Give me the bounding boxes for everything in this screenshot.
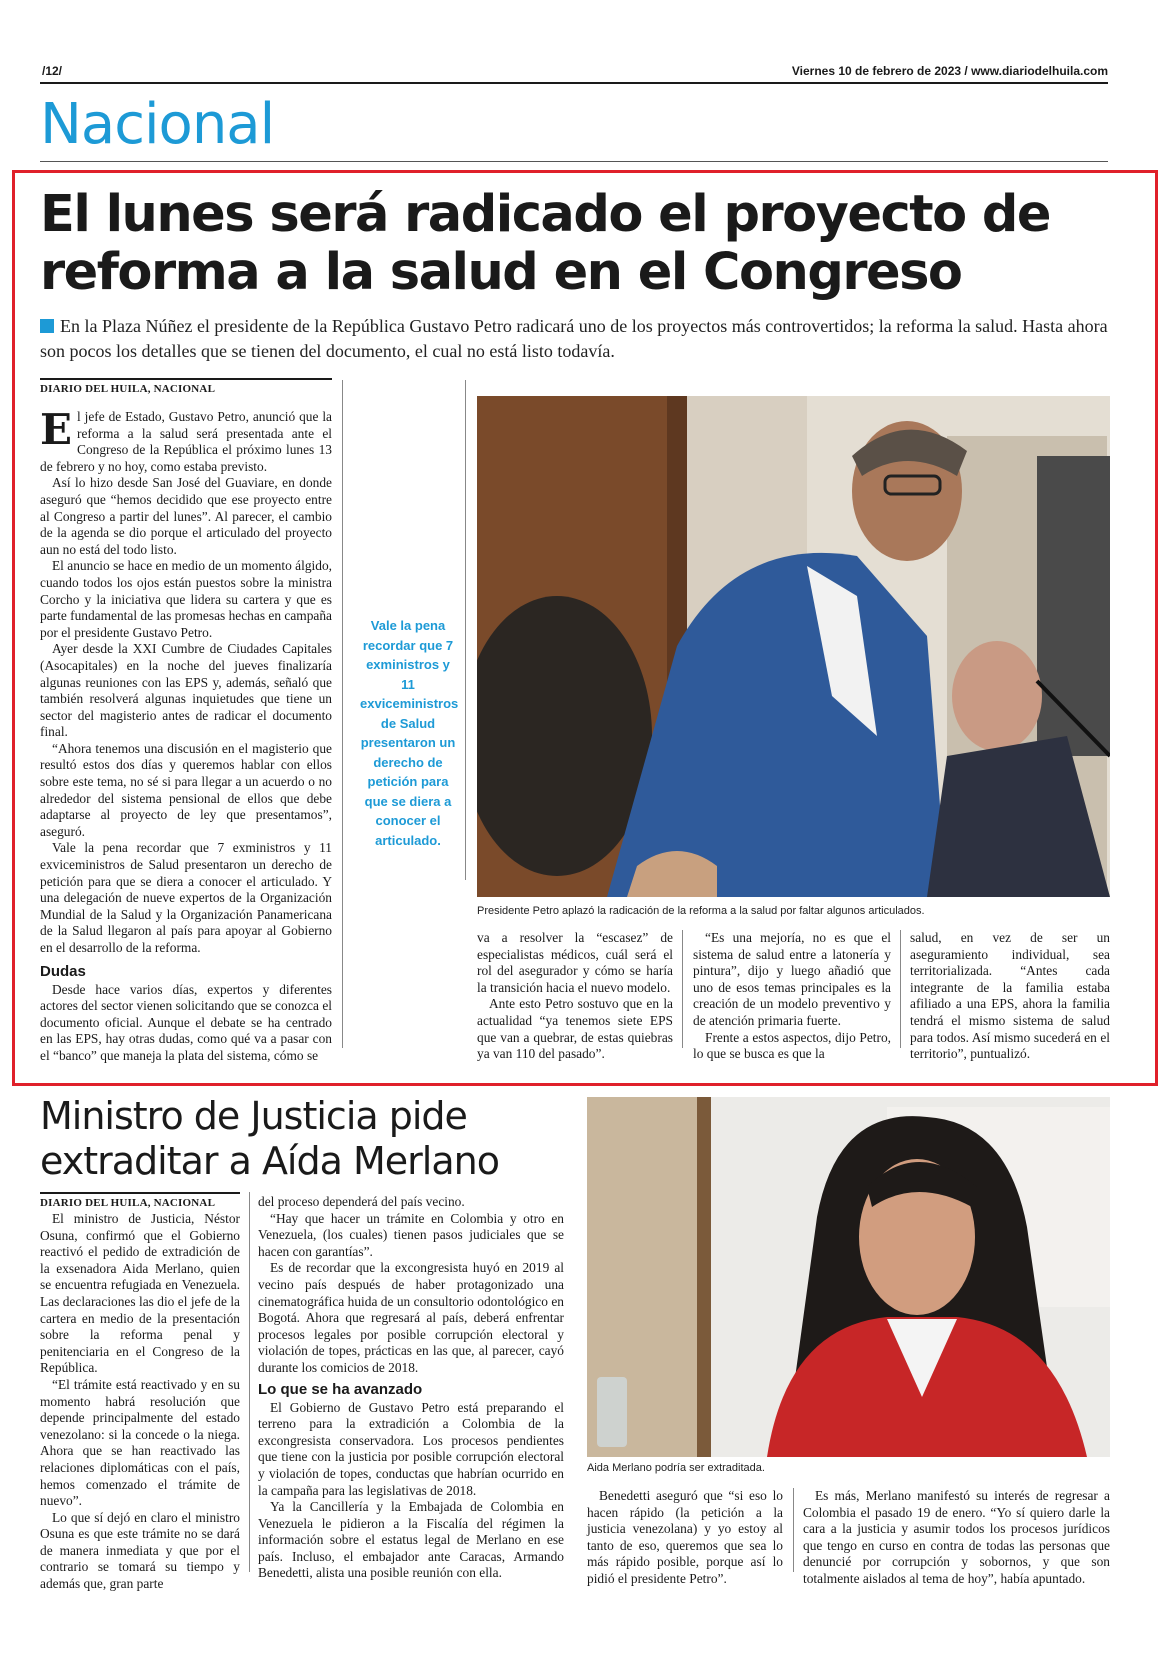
paragraph: va a resolver la “escasez” de especialistas médicos, cuál será el rol del asegurador y cómo se haría la transición hacia el nuevo modelo. [477, 930, 673, 995]
paragraph: Vale la pena recordar que 7 exministros y 11 exviceministros de Salud presentaron un derecho de petición para que se diera a conocer el articulado. Y una delegación de nueve expertos de la Organización Mundial de la Salud y la Organización Panamericana de la Salud llegaron al país para apoyar al Gobierno en el desarrollo de la reforma. [40, 840, 332, 955]
paragraph: Ayer desde la XXI Cumbre de Ciudades Capitales (Asocapitales) en la noche del jueves finalizaría algunas reuniones con las EPS y, además, señaló que también resolverá algunas inquietudes que tiene un sector del magisterio antes de radicar el documento final. [40, 641, 332, 740]
photo-caption: Presidente Petro aplazó la radicación de la reforma a la salud por faltar algunos articulados. [477, 905, 925, 917]
paragraph-text: l jefe de Estado, Gustavo Petro, anunció que la reforma a la salud será presentada ante el Congreso de la República el próximo lunes 13 de febrero y no hoy, como estaba previsto. [40, 409, 332, 474]
paragraph: Así lo hizo desde San José del Guaviare, en donde aseguró que “hemos decidido que ese proyecto entre al Congreso a partir del lunes”. Al parecer, el cambio de la agenda se dio porque el articulado del proyecto aun no está del todo listo. [40, 475, 332, 557]
paragraph: Lo que sí dejó en claro el ministro Osuna es que este trámite no se dará de manera inmediata y que por el contrario se tomará su tiempo y además que, gran parte [40, 1509, 240, 1592]
paragraph: Benedetti aseguró que “si eso lo hacen rápido (la petición a la justicia venezolana) y yo estoy al tanto de eso, queremos que sea lo más rápido posible, porque así lo pidió el presidente Petro”. [587, 1488, 783, 1586]
article2-column-3 [587, 1488, 783, 1588]
section-title: Nacional [40, 92, 275, 157]
article1-column-4 [910, 930, 1110, 1063]
paragraph: “Hay que hacer un trámite en Colombia y otro en Venezuela, (los cuales) tienen pasos judiciales que se hacen con garantías”. [258, 1210, 564, 1259]
paragraph: “Es una mejoría, no es que el sistema de salud entre a latonería y pintura”, dijo y luego añadió que uno de esos temas principales es la creación de un modelo preventivo y de atención primaria fuerte. [693, 930, 891, 1028]
article2-column-4 [803, 1488, 1110, 1588]
paragraph: Desde hace varios días, expertos y diferentes actores del sector vienen solicitando que se conozca el documento oficial. Aunque el debate se ha centrado en las EPS, hay otras dudas, como qué va a pasar con el “banco” que maneja la plata del sistema, cómo se [40, 981, 332, 1063]
paragraph: Ante esto Petro sostuvo que en la actualidad “ya tenemos siete EPS que van a quebrar, de estas quiebras ya van 110 del pasado”. [477, 996, 673, 1062]
subhead: Lo que se ha avanzado [258, 1380, 423, 1398]
subhead: Dudas [40, 962, 86, 980]
byline: DIARIO DEL HUILA, NACIONAL [40, 1192, 240, 1209]
column-divider [465, 380, 466, 880]
paragraph: del proceso dependerá del país vecino. [258, 1194, 465, 1209]
article1-column-2 [477, 930, 673, 1063]
article-lede [40, 314, 1120, 364]
paragraph: “El trámite está reactivado y en su momento habrá resolución que depende principalmente del estado venezolano: si la concede o la niega. Ahora que se han reactivado las relaciones diplomáticas con el país, hemos comenzado el trámite de nuevo”. [40, 1376, 240, 1509]
merlano-photo [587, 1097, 1110, 1457]
byline: DIARIO DEL HUILA, NACIONAL [40, 378, 332, 395]
column-divider [342, 380, 343, 1048]
bullet-square-icon [40, 319, 54, 333]
photo-caption: Aida Merlano podría ser extraditada. [587, 1462, 765, 1474]
article1-column-3 [693, 930, 891, 1063]
column-divider [900, 930, 901, 1048]
article1-column-1 [40, 378, 332, 1065]
petro-photo-illustration [477, 396, 1110, 897]
paragraph [40, 405, 332, 475]
paragraph: Ya la Cancillería y la Embajada de Colombia en Venezuela le pidieron a la Fiscalía del régimen la información sobre el estatus legal de Merlano en ese país. Incluso, el embajador ante Caracas, Armando Benedetti, alista una posible reunión con ella. [258, 1499, 564, 1581]
paragraph: El ministro de Justicia, Néstor Osuna, confirmó que el Gobierno reactivó el pedido de extradición de la exsenadora Aida Merlano, quien se encuentra refugiada en Venezuela. Las declaraciones las dio el jefe de la cartera en medio de la presentación sobre la reforma penal y penitenciaria en el Congreso de la República. [40, 1211, 240, 1376]
article2-headline: Ministro de Justicia pide extraditar a Aída Merlano [40, 1094, 499, 1183]
column-divider [793, 1488, 794, 1572]
paragraph: El anuncio se hace en medio de un momento álgido, cuando todos los ojos están puestos sobre la ministra Corcho y la iniciativa que lidera su cartera y que es parte fundamental de las promesas hechas en campaña por el presidente Gustavo Petro. [40, 558, 332, 640]
article2-column-1 [40, 1192, 240, 1593]
page-number: /12/ [42, 64, 63, 78]
pull-quote: Vale la pena recordar que 7 exministros y 11 exviceministros de Salud presentaron un derecho de petición para que se diera a conocer el articulado. [360, 618, 459, 848]
paragraph: “Ahora tenemos una discusión en el magisterio que resultó estos dos días y queremos hablar con ellos sobre este tema, no sé si para llegar a un acuerdo o no alrededor del sistema pensional de ellos que debe adaptarse al proyecto de ley que presentamos”, aseguró. [40, 740, 332, 839]
paragraph: Es de recordar que la excongresista huyó en 2019 al vecino país después de haber protagonizado una cinematográfica huida de un consultorio odontológico en Bogotá. Ahora que regresará al país, deberá enfrentar procesos legales por posible corrupción electoral y violación de topes, prácticas en las que, al parecer, cayó durante los comicios de 2018. [258, 1260, 564, 1375]
column-divider [249, 1192, 250, 1572]
article2-column-2 [258, 1194, 564, 1582]
paragraph: Frente a estos aspectos, dijo Petro, lo que se busca es que la [693, 1029, 891, 1062]
article-headline: El lunes será radicado el proyecto de reforma a la salud en el Congreso [40, 185, 1050, 302]
header-rule [40, 82, 1108, 84]
drop-cap: E [40, 405, 73, 454]
column-divider [682, 930, 683, 1048]
merlano-photo-illustration [587, 1097, 1110, 1457]
paragraph: salud, en vez de ser un aseguramiento individual, sea territorializada. “Antes cada integrante de la familia estaba afiliado a una EPS, ahora la familia tendrá el mismo sistema de salud para todos. Así mismo sucederá en el territorio”, puntualizó. [910, 930, 1110, 1062]
paragraph: Es más, Merlano manifestó su interés de regresar a Colombia el pasado 19 de enero. “Yo sí quiero darle la cara a la justicia y asumir todos los procesos jurídicos que tengo en curso en contra de todas las personas que denuncié por corrupción y sobornos, y que son totalmente aislados al tema de hoy”, había apuntado. [803, 1488, 1110, 1586]
section-rule [40, 161, 1108, 162]
lede-text: En la Plaza Núñez el presidente de la República Gustavo Petro radicará uno de los proyectos más controvertidos; la reforma la salud. Hasta ahora son pocos los detalles que se tienen del documento, el cual no está listo todavía. [40, 316, 1108, 361]
petro-photo [477, 396, 1110, 897]
paragraph: El Gobierno de Gustavo Petro está preparando el terreno para la extradición a Colombia de la excongresista conservadora. Los procesos pendientes que tiene con la justicia por posible corrupción electoral y violación de topes, conductas que habrían ocurrido en la campaña para las legislativas de 2018. [258, 1399, 564, 1498]
dateline: Viernes 10 de febrero de 2023 / www.diariodelhuila.com [791, 64, 1108, 78]
